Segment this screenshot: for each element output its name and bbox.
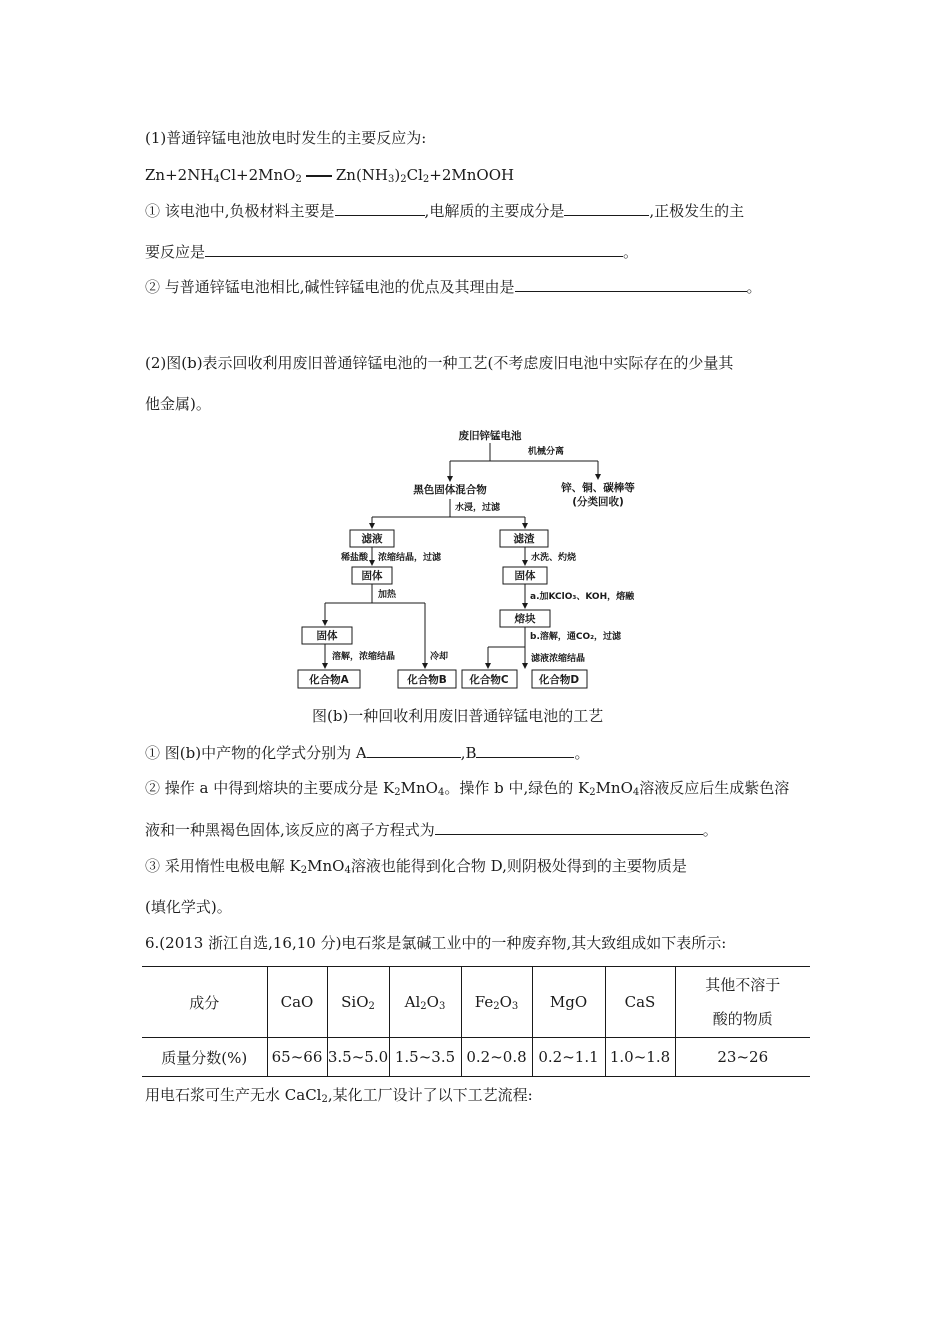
q2-part-iii-cont: (填化学式)。 (145, 898, 232, 916)
flow-node-waste-battery: 废旧锌锰电池 (458, 430, 522, 442)
process-flow-diagram (290, 425, 660, 695)
answer-blank[interactable] (476, 742, 574, 758)
q2-part-ii: ② 操作 a 中得到熔块的主要成分是 $K_2MnO_4$。操作 b 中,绿色的 $K_2MnO_4$溶液反应后生成紫色溶 (145, 779, 790, 798)
answer-blank[interactable] (205, 241, 623, 257)
figure-caption: 图(b)一种回收利用废旧普通锌锰电池的工艺 (312, 707, 604, 725)
flow-step-wash: 水洗、灼烧 (531, 553, 577, 563)
equation-bar (306, 175, 332, 177)
q1-equation: $Zn+2NH_4Cl+2MnO_2$ $Zn(NH_3)_2Cl_2+2MnOOH$ (145, 166, 515, 185)
table-header-cell: 其他不溶于 酸的物质 (675, 967, 810, 1038)
q6-after-table: 用电石浆可生产无水 CaCl$_2$,某化工厂设计了以下工艺流程: (145, 1086, 533, 1105)
flow-node-compound-c: 化合物C (469, 674, 509, 686)
flow-step-hcl: 稀盐酸 (340, 553, 368, 563)
q1-part-i-cont: 要反应是 。 (145, 243, 639, 261)
table-header-cell: $Al_2O_3$ (389, 967, 461, 1038)
flow-node-black-solid: 黑色固体混合物 (413, 484, 487, 496)
flow-step-cool: 冷却 (430, 652, 449, 662)
flow-node-compound-d: 化合物D (538, 674, 580, 686)
flow-step-a: a.加KClO₃、KOH，熔融 (530, 592, 635, 602)
flow-step-filtrate-crystal: 滤液浓缩结晶 (531, 654, 586, 664)
table-header-cell: 成分 (142, 967, 267, 1038)
flow-node-melt: 熔块 (514, 613, 536, 625)
table-cell: 1.0~1.8 (605, 1038, 675, 1077)
table-cell: 质量分数(%) (142, 1038, 267, 1077)
answer-blank[interactable] (435, 819, 703, 835)
q2-part-iii: ③ 采用惰性电极电解 $K_2MnO_4$溶液也能得到化合物 D,则阴极处得到的主要物质是 (145, 857, 687, 876)
table-header-cell: $Fe_2O_3$ (461, 967, 532, 1038)
table-header-cell: SiO$_2$ (327, 967, 389, 1038)
flow-node-filtrate: 滤液 (361, 533, 383, 545)
flow-step-b: b.溶解，通CO₂，过滤 (530, 632, 622, 642)
flow-step-dissolve: 溶解，浓缩结晶 (332, 652, 396, 662)
flow-node-solid-left: 固体 (361, 570, 383, 582)
flow-step-concentrate: 浓缩结晶，过滤 (378, 553, 442, 563)
q6-stem: 6.(2013 浙江自选,16,10 分)电石浆是氯碱工业中的一种废弃物,其大致组成如下表所示: (145, 934, 727, 952)
flow-step-mechanical: 机械分离 (528, 447, 565, 457)
table-row (142, 1038, 810, 1077)
q1-part-i: ① 该电池中,负极材料主要是 ,电解质的主要成分是 ,正极发生的主 (145, 202, 745, 220)
flow-node-compound-a: 化合物A (309, 674, 349, 686)
q1-part-ii: ② 与普通锌锰电池相比,碱性锌锰电池的优点及其理由是 。 (145, 278, 762, 296)
table-header-cell: MgO (532, 967, 605, 1038)
table-header-row (142, 967, 810, 1038)
composition-table (142, 966, 810, 1077)
table-cell: 65~66 (267, 1038, 327, 1077)
flow-step-heat: 加热 (378, 590, 397, 600)
table-cell: 23~26 (675, 1038, 810, 1077)
table-header-cell: CaS (605, 967, 675, 1038)
q2-intro: (2)图(b)表示回收利用废旧普通锌锰电池的一种工艺(不考虑废旧电池中实际存在的少量其 (145, 354, 734, 372)
q1-intro: (1)普通锌锰电池放电时发生的主要反应为: (145, 129, 427, 147)
table-cell: 0.2~1.1 (532, 1038, 605, 1077)
flow-node-solid-right: 固体 (514, 570, 536, 582)
flow-step-water: 水浸，过滤 (455, 503, 501, 513)
q2-part-i: ① 图(b)中产物的化学式分别为 A ,B 。 (145, 744, 590, 762)
table-cell: 3.5~5.0 (327, 1038, 389, 1077)
q2-intro-cont: 他金属)。 (145, 395, 211, 413)
q2-part-ii-cont: 液和一种黑褐色固体,该反应的离子方程式为 。 (145, 821, 718, 839)
answer-blank[interactable] (367, 742, 461, 758)
flow-node-metals: 锌、铜、碳棒等 (561, 482, 635, 494)
table-cell: 1.5~3.5 (389, 1038, 461, 1077)
answer-blank[interactable] (335, 200, 425, 216)
table-cell: 0.2~0.8 (461, 1038, 532, 1077)
answer-blank[interactable] (564, 200, 649, 216)
flow-node-metals-note: (分类回收) (572, 496, 624, 508)
flow-node-residue: 滤渣 (513, 533, 535, 545)
answer-blank[interactable] (515, 276, 747, 292)
flow-node-solid-low: 固体 (316, 630, 338, 642)
table-header-cell: CaO (267, 967, 327, 1038)
flow-node-compound-b: 化合物B (407, 674, 447, 686)
